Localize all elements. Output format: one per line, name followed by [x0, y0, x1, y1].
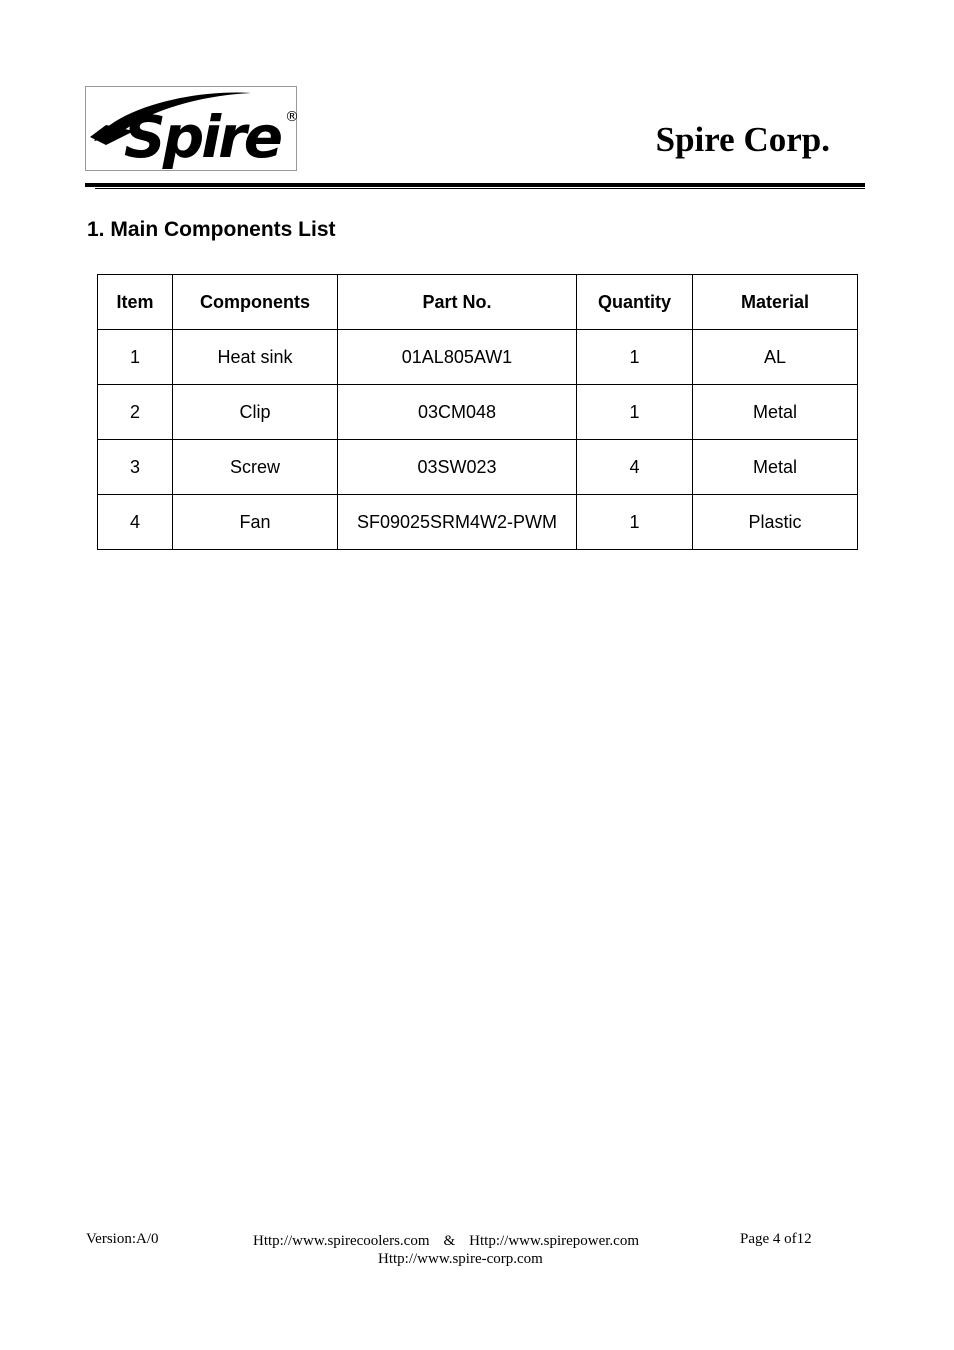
header-rule-thin: [95, 188, 865, 189]
footer-link-spire-corp[interactable]: Http://www.spire-corp.com: [378, 1251, 543, 1267]
cell-item: 1: [98, 330, 173, 385]
cell-material: AL: [693, 330, 858, 385]
cell-component: Heat sink: [173, 330, 338, 385]
cell-item: 4: [98, 495, 173, 550]
footer-link-spirecoolers[interactable]: Http://www.spirecoolers.com: [253, 1233, 430, 1249]
footer-link-spirepower[interactable]: Http://www.spirepower.com: [469, 1233, 640, 1249]
cell-part-no: 03SW023: [338, 440, 577, 495]
company-name: Spire Corp.: [655, 120, 830, 159]
cell-quantity: 4: [577, 440, 693, 495]
footer-links: [253, 1232, 639, 1250]
column-header-quantity: Quantity: [577, 275, 693, 330]
cell-part-no: 03CM048: [338, 385, 577, 440]
footer-version: Version:A/0: [86, 1231, 159, 1247]
cell-component: Fan: [173, 495, 338, 550]
footer-page-number: Page 4 of12: [740, 1231, 812, 1247]
registered-mark: ®: [285, 109, 299, 125]
header-rule: [85, 183, 865, 187]
column-header-components: Components: [173, 275, 338, 330]
cell-material: Plastic: [693, 495, 858, 550]
table-header-row: [98, 275, 858, 330]
components-table: [97, 274, 858, 550]
spire-logo-graphic: [86, 87, 299, 171]
column-header-item: Item: [98, 275, 173, 330]
table-row: [98, 440, 858, 495]
cell-quantity: 1: [577, 385, 693, 440]
cell-material: Metal: [693, 440, 858, 495]
column-header-material: Material: [693, 275, 858, 330]
logo-wordmark: Spire: [124, 103, 281, 171]
table-row: [98, 495, 858, 550]
cell-quantity: 1: [577, 330, 693, 385]
cell-part-no: SF09025SRM4W2-PWM: [338, 495, 577, 550]
cell-component: Screw: [173, 440, 338, 495]
cell-part-no: 01AL805AW1: [338, 330, 577, 385]
cell-item: 2: [98, 385, 173, 440]
cell-quantity: 1: [577, 495, 693, 550]
cell-item: 3: [98, 440, 173, 495]
table-row: [98, 330, 858, 385]
cell-material: Metal: [693, 385, 858, 440]
spire-logo: [85, 86, 297, 171]
footer-ampersand: &: [443, 1233, 456, 1249]
table-row: [98, 385, 858, 440]
section-title: 1. Main Components List: [87, 218, 336, 241]
column-header-part-no: Part No.: [338, 275, 577, 330]
cell-component: Clip: [173, 385, 338, 440]
